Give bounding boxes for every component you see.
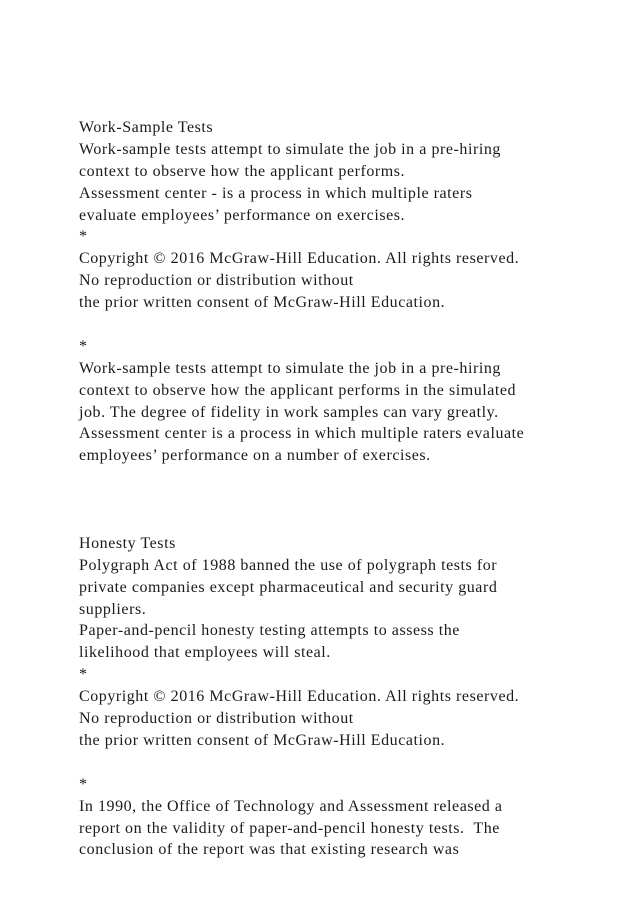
copyright-line: the prior written consent of McGraw-Hill Education. — [79, 294, 446, 312]
blank-line — [79, 489, 619, 511]
notes-line: Assessment center is a process in which multiple raters evaluate — [79, 425, 525, 443]
blank-line — [79, 314, 619, 336]
body-line: private companies except pharmaceutical and security guard — [79, 578, 498, 596]
blank-line — [79, 467, 619, 489]
copyright-line: No reproduction or distribution without — [79, 272, 354, 290]
notes-line: report on the validity of paper-and-pencil honesty tests. The — [79, 819, 500, 837]
notes-line: In 1990, the Office of Technology and Assessment released a — [79, 797, 503, 815]
blank-line — [79, 752, 619, 774]
notes-line: employees’ performance on a number of exercises. — [79, 447, 431, 465]
body-line: evaluate employees’ performance on exercises. — [79, 206, 406, 224]
notes-line: Work-sample tests attempt to simulate the job in a pre-hiring — [79, 359, 501, 377]
body-line: context to observe how the applicant performs. — [79, 162, 406, 180]
document-text — [79, 117, 619, 861]
body-line: suppliers. — [79, 600, 147, 618]
section-title-work-sample-tests: Work-Sample Tests — [79, 119, 214, 136]
copyright-line: Copyright © 2016 McGraw-Hill Education. All rights reserved. — [79, 688, 520, 706]
notes-line: conclusion of the report was that existing research was — [79, 841, 460, 859]
copyright-line: No reproduction or distribution without — [79, 710, 354, 728]
slide-marker: * — [79, 228, 88, 246]
body-line: Work-sample tests attempt to simulate the job in a pre-hiring — [79, 140, 501, 158]
notes-line: context to observe how the applicant performs in the simulated — [79, 381, 517, 399]
body-line: likelihood that employees will steal. — [79, 644, 331, 662]
copyright-line: the prior written consent of McGraw-Hill Education. — [79, 731, 446, 749]
section-title-honesty-tests: Honesty Tests — [79, 534, 176, 552]
body-line: Assessment center - is a process in which multiple raters — [79, 184, 473, 202]
blank-line — [79, 511, 619, 533]
copyright-line: Copyright © 2016 McGraw-Hill Education. All rights reserved. — [79, 250, 520, 268]
body-line: Paper-and-pencil honesty testing attempts to assess the — [79, 622, 460, 640]
slide-marker: * — [79, 666, 88, 684]
notes-marker: * — [79, 775, 88, 793]
body-line: Polygraph Act of 1988 banned the use of polygraph tests for — [79, 556, 498, 574]
notes-line: job. The degree of fidelity in work samples can vary greatly. — [79, 403, 499, 421]
notes-marker: * — [79, 337, 88, 355]
